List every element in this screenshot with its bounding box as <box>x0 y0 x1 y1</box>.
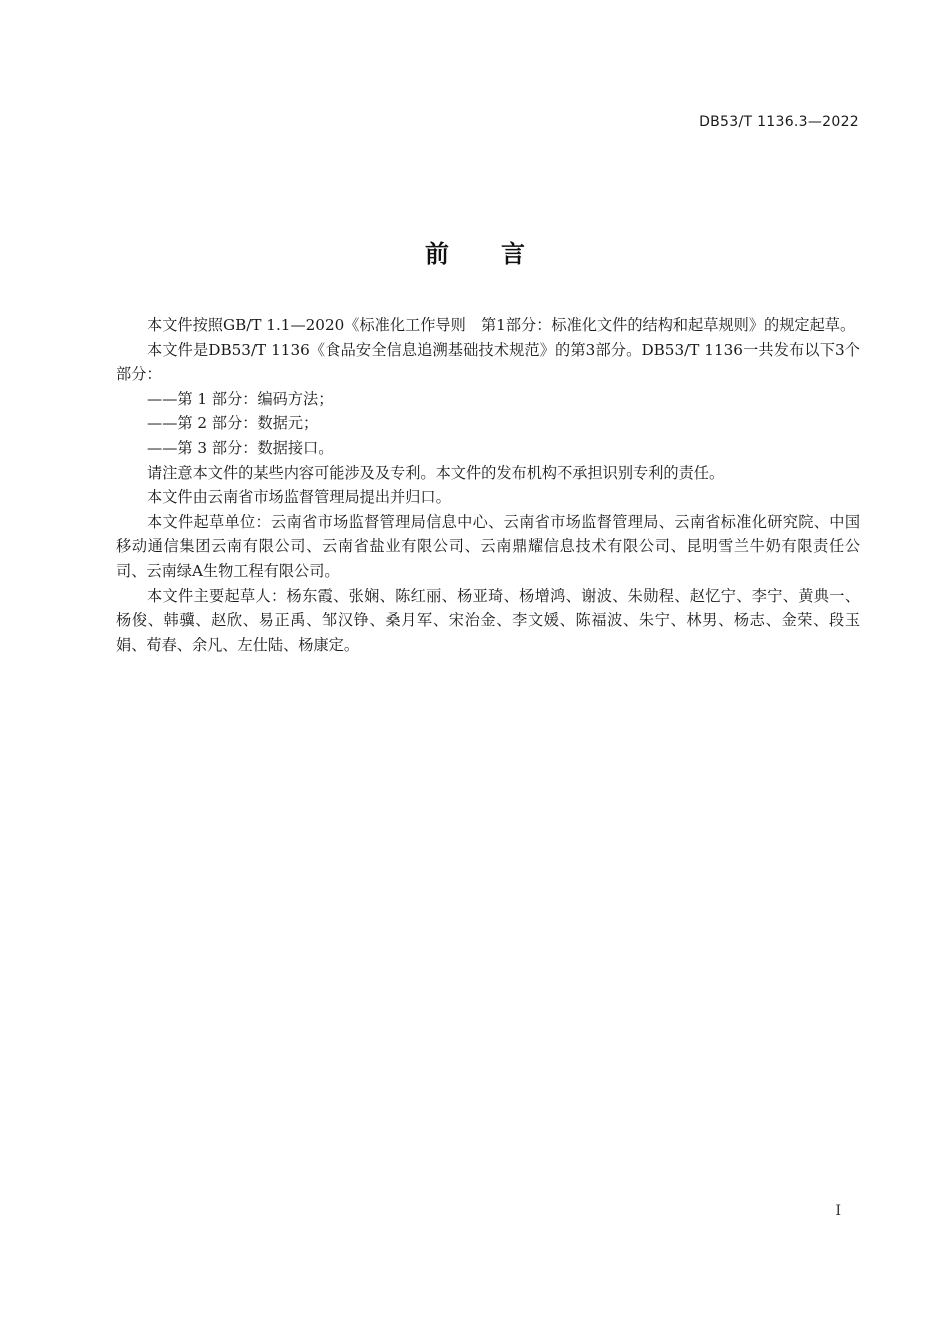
list-item-part-3: ——第 3 部分：数据接口。 <box>147 438 334 457</box>
list-item-part-2: ——第 2 部分：数据元； <box>147 414 319 433</box>
title-char-2: 言 <box>501 240 525 268</box>
page-number: I <box>835 1203 841 1219</box>
title-char-1: 前 <box>425 240 449 268</box>
paragraph-patent-notice: 请注意本文件的某些内容可能涉及及专利。本文件的发布机构不承担识别专利的责任。 <box>147 463 725 482</box>
page-title <box>0 234 950 269</box>
paragraph-proposer: 本文件由云南省市场监督管理局提出并归口。 <box>147 488 451 507</box>
foreword-body <box>116 313 860 657</box>
paragraph-drafting-rules: 本文件按照GB/T 1.1—2020《标准化工作导则 第1部分：标准化文件的结构和起草规则》的规定起草。 <box>147 316 856 334</box>
paragraph-drafting-units: 本文件起草单位：云南省市场监督管理局信息中心、云南省市场监督管理局、云南省标准化研究院、中国移动通信集团云南有限公司、云南省盐业有限公司、云南鼎耀信息技术有限公司、昆明雪兰牛奶有限责任公司、云南绿A生物工程有限公司。 <box>116 512 860 580</box>
paragraph-drafters: 本文件主要起草人：杨东霞、张娴、陈红丽、杨亚琦、杨增鸿、谢波、朱勋程、赵忆宁、李宁、黄典一、杨俊、韩骥、赵欣、易正禹、邹汉铮、桑月军、宋治金、李文媛、陈福波、朱宁、林男、杨志、金荣、段玉娟、荀春、余凡、左仕陆、杨康定。 <box>116 586 860 654</box>
paragraph-series-intro: 本文件是DB53/T 1136《食品安全信息追溯基础技术规范》的第3部分。DB53/T 1136一共发布以下3个部分： <box>116 340 860 384</box>
list-item-part-1: ——第 1 部分：编码方法； <box>147 389 334 408</box>
document-code: DB53/T 1136.3—2022 <box>699 114 859 130</box>
